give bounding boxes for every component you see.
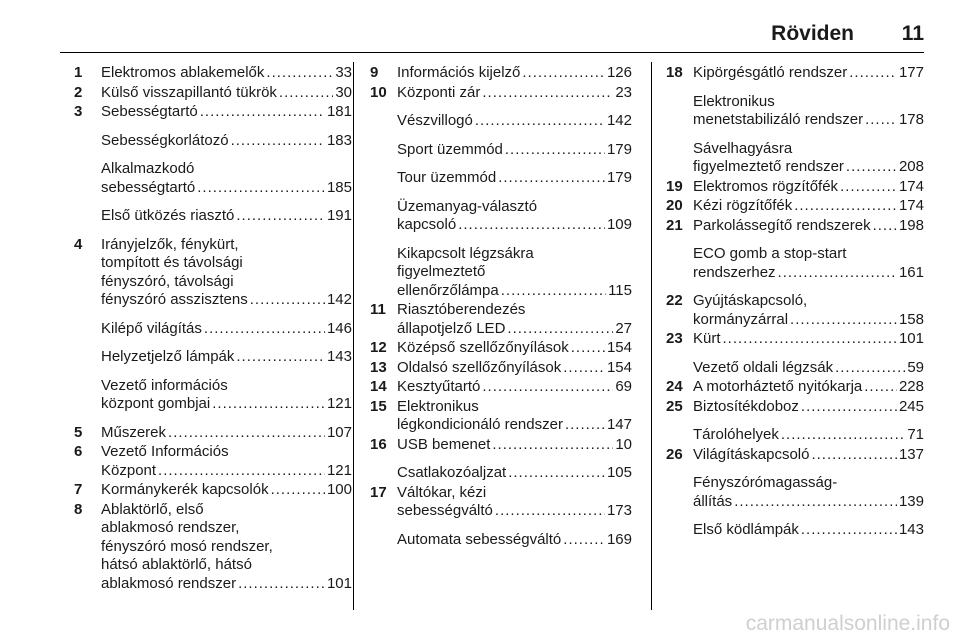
index-entry[interactable] — [666, 140, 924, 177]
column-divider-2 — [651, 62, 652, 610]
index-entry[interactable] — [370, 198, 632, 235]
index-entry[interactable] — [370, 84, 632, 103]
entry-page-number[interactable]: 115 — [608, 281, 632, 299]
entry-page-number[interactable]: 126 — [606, 64, 632, 81]
entry-page-number[interactable]: 191 — [326, 207, 352, 224]
entry-label: Riasztóberendezés — [397, 301, 526, 318]
dot-leader — [873, 217, 897, 236]
entry-page-number[interactable]: 245 — [898, 397, 924, 415]
entry-label: Fényszórómagasság- — [693, 474, 838, 491]
entry-number: 5 — [74, 423, 83, 441]
dot-leader — [501, 282, 606, 301]
entry-page-number[interactable]: 139 — [898, 492, 924, 510]
entry-label: Váltókar, kézi — [397, 483, 487, 501]
index-entry[interactable] — [370, 245, 632, 301]
dot-leader — [498, 169, 605, 188]
dot-leader — [811, 446, 897, 465]
entry-label: Információs kijelző — [397, 64, 521, 81]
entry-label: Üzemanyag-választó — [397, 197, 538, 215]
index-entry[interactable] — [370, 64, 632, 83]
dot-leader — [522, 64, 605, 83]
entry-number: 1 — [74, 64, 83, 81]
entry-label: Első ködlámpák — [693, 521, 799, 538]
entry-page-number[interactable]: 169 — [606, 530, 632, 548]
entry-number: 10 — [370, 83, 387, 101]
index-entry[interactable] — [666, 197, 924, 216]
entry-label: Első ütközés riasztó — [101, 207, 235, 224]
entry-page-number[interactable]: 179 — [606, 140, 632, 158]
entry-label: ablakmosó rendszer, — [101, 519, 240, 536]
dot-leader — [865, 111, 897, 130]
entry-page-number[interactable]: 105 — [606, 464, 632, 481]
entry-page-number[interactable]: 71 — [907, 426, 924, 443]
entry-page-number[interactable]: 142 — [606, 112, 632, 129]
entry-page-number[interactable]: 173 — [606, 502, 632, 519]
index-entry[interactable] — [666, 93, 924, 130]
index-entry[interactable] — [666, 474, 924, 511]
index-entry[interactable] — [74, 377, 352, 414]
entry-label: Gyújtáskapcsoló, — [693, 292, 808, 309]
index-entry[interactable] — [666, 292, 924, 329]
index-entry[interactable] — [666, 245, 924, 282]
index-entry[interactable] — [74, 236, 352, 310]
entry-page-number[interactable]: 137 — [898, 445, 924, 463]
entry-page-number[interactable]: 146 — [326, 319, 352, 337]
entry-label: Központ — [101, 461, 157, 479]
entry-number: 25 — [666, 397, 683, 415]
index-entry[interactable] — [74, 481, 352, 500]
index-entry[interactable] — [74, 320, 352, 339]
index-entry[interactable] — [666, 359, 924, 378]
dot-leader — [801, 521, 897, 540]
index-entry[interactable] — [370, 339, 632, 358]
entry-label: fényszóró mosó rendszer, — [101, 537, 273, 555]
index-entry[interactable] — [74, 64, 352, 83]
index-entry[interactable] — [74, 348, 352, 367]
entry-number: 21 — [666, 216, 683, 234]
dot-leader — [505, 141, 605, 160]
entry-label: Oldalsó szellőzőnyílások — [397, 358, 562, 376]
dot-leader — [507, 320, 613, 339]
dot-leader — [482, 84, 613, 103]
index-entry[interactable] — [370, 464, 632, 483]
dot-leader — [864, 378, 897, 397]
entry-number: 26 — [666, 445, 683, 463]
entry-page-number[interactable]: 121 — [326, 461, 352, 479]
entry-number: 15 — [370, 397, 387, 415]
entry-label: Vezető információs — [101, 376, 228, 394]
dot-leader — [266, 64, 333, 83]
index-entry[interactable] — [666, 398, 924, 417]
dot-leader — [723, 330, 897, 349]
entry-label: Elektromos rögzítőfék — [693, 177, 839, 195]
page-number: 11 — [901, 22, 924, 45]
index-entry[interactable] — [74, 424, 352, 443]
entry-label: Helyzetjelző lámpák — [101, 348, 235, 365]
index-entry[interactable] — [370, 531, 632, 550]
entry-page-number[interactable]: 33 — [335, 64, 352, 81]
dot-leader — [250, 291, 325, 310]
index-column-1 — [74, 64, 352, 603]
index-entry[interactable] — [666, 521, 924, 540]
index-column-2 — [370, 64, 632, 559]
entry-page-number[interactable]: 158 — [898, 310, 924, 328]
dot-leader — [563, 531, 605, 550]
entry-number: 18 — [666, 64, 683, 81]
index-entry[interactable] — [370, 301, 632, 338]
entry-label: Kürt — [693, 330, 721, 347]
index-entry[interactable] — [666, 64, 924, 83]
entry-label: kormányzárral — [693, 310, 789, 328]
index-entry[interactable] — [666, 426, 924, 445]
entry-page-number[interactable]: 30 — [335, 83, 352, 101]
entry-page-number[interactable]: 143 — [898, 521, 924, 538]
dot-leader — [236, 207, 325, 226]
dot-leader — [849, 64, 897, 83]
index-entry[interactable] — [74, 501, 352, 594]
entry-label: Csatlakozóaljzat — [397, 464, 507, 481]
entry-number: 22 — [666, 292, 683, 309]
entry-label: ablakmosó rendszer — [101, 574, 237, 592]
dot-leader — [495, 502, 605, 521]
index-entry[interactable] — [370, 484, 632, 521]
dot-leader — [200, 103, 325, 122]
entry-number: 20 — [666, 197, 683, 214]
dot-leader — [458, 216, 605, 235]
entry-label: hátsó ablaktörlő, hátsó — [101, 556, 252, 573]
dot-leader — [734, 493, 897, 512]
entry-page-number[interactable]: 10 — [615, 435, 632, 453]
entry-label: Ablaktörlő, első — [101, 500, 204, 518]
entry-label: menetstabilizáló rendszer — [693, 111, 864, 128]
entry-label: Vészvillogó — [397, 112, 473, 129]
entry-page-number[interactable]: 142 — [326, 291, 352, 308]
page-header — [60, 22, 924, 48]
entry-label: figyelmeztető rendszer — [693, 158, 844, 175]
entry-page-number[interactable]: 181 — [326, 103, 352, 120]
index-entry[interactable] — [666, 217, 924, 236]
dot-leader — [508, 464, 605, 483]
dot-leader — [565, 416, 605, 435]
dot-leader — [236, 348, 325, 367]
entry-label: Parkolássegítő rendszerek — [693, 216, 871, 234]
entry-number: 12 — [370, 339, 387, 356]
entry-label: Központi zár — [397, 83, 481, 101]
entry-number: 24 — [666, 378, 683, 395]
entry-label: Vezető Információs — [101, 443, 229, 460]
index-column-3 — [666, 64, 924, 550]
entry-label: állapotjelző LED — [397, 319, 506, 337]
entry-label: tompított és távolsági — [101, 254, 243, 271]
dot-leader — [801, 398, 897, 417]
index-entry[interactable] — [370, 398, 632, 435]
dot-leader — [840, 178, 897, 197]
entry-page-number[interactable]: 100 — [326, 481, 352, 498]
dot-leader — [571, 339, 605, 358]
entry-label: Tárolóhelyek — [693, 426, 779, 443]
entry-page-number[interactable]: 177 — [898, 64, 924, 81]
index-entry[interactable] — [666, 378, 924, 397]
index-entry[interactable] — [370, 141, 632, 160]
entry-page-number[interactable]: 185 — [326, 178, 352, 196]
entry-number: 14 — [370, 378, 387, 395]
entry-page-number[interactable]: 183 — [326, 131, 352, 149]
index-entry[interactable] — [370, 359, 632, 378]
entry-label: Biztosítékdoboz — [693, 397, 799, 415]
entry-page-number[interactable]: 109 — [606, 216, 632, 233]
entry-label: sebességtartó — [101, 178, 196, 196]
dot-leader — [781, 426, 905, 445]
entry-label: Elektronikus — [397, 397, 479, 415]
dot-leader — [231, 132, 325, 151]
dot-leader — [204, 320, 325, 339]
entry-label: ECO gomb a stop-start — [693, 245, 847, 262]
entry-label: Elektromos ablakemelők — [101, 64, 265, 81]
entry-page-number[interactable]: 178 — [898, 111, 924, 128]
entry-page-number[interactable]: 121 — [326, 395, 352, 412]
index-entry[interactable] — [74, 84, 352, 103]
entry-label: állítás — [693, 492, 733, 510]
dot-leader — [794, 197, 897, 216]
page-title: Röviden — [771, 22, 854, 45]
entry-number: 19 — [666, 177, 683, 195]
dot-leader — [212, 395, 325, 414]
index-entry[interactable] — [666, 178, 924, 197]
entry-page-number[interactable]: 101 — [898, 330, 924, 347]
entry-page-number[interactable]: 101 — [326, 574, 352, 592]
entry-page-number[interactable]: 154 — [606, 358, 632, 376]
index-entry[interactable] — [74, 132, 352, 151]
dot-leader — [482, 378, 613, 397]
entry-label: légkondicionáló rendszer — [397, 416, 563, 433]
entry-label: A motorháztető nyitókarja — [693, 378, 863, 395]
entry-label: Kilépő világítás — [101, 319, 202, 337]
entry-label: Irányjelzők, fénykürt, — [101, 235, 239, 253]
entry-label: Kikapcsolt légzsákra — [397, 244, 534, 262]
entry-label: sebességváltó — [397, 502, 493, 519]
dot-leader — [846, 158, 897, 177]
entry-label: fényszóró, távolsági — [101, 272, 234, 290]
dot-leader — [835, 359, 905, 378]
entry-label: USB bemenet — [397, 435, 491, 453]
entry-label: Sávelhagyásra — [693, 139, 793, 157]
entry-page-number[interactable]: 179 — [606, 169, 632, 186]
entry-number: 8 — [74, 500, 83, 518]
entry-label: Vezető oldali légzsák — [693, 358, 834, 376]
column-divider-1 — [353, 62, 354, 610]
entry-number: 11 — [370, 301, 386, 318]
dot-leader — [168, 424, 325, 443]
entry-label: Sebességtartó — [101, 103, 198, 120]
entry-label: Külső visszapillantó tükrök — [101, 83, 277, 101]
dot-leader — [158, 462, 325, 481]
entry-label: Alkalmazkodó — [101, 160, 195, 177]
dot-leader — [475, 112, 605, 131]
entry-page-number[interactable]: 208 — [898, 158, 924, 175]
entry-page-number[interactable]: 107 — [326, 423, 352, 441]
entry-label: Elektronikus — [693, 92, 775, 110]
index-entry[interactable] — [74, 103, 352, 122]
entry-label: központ gombjai — [101, 395, 211, 412]
entry-page-number[interactable]: 161 — [898, 263, 924, 281]
dot-leader — [238, 575, 325, 594]
entry-label: Kormánykerék kapcsolók — [101, 481, 269, 498]
entry-number: 3 — [74, 103, 83, 120]
dot-leader — [563, 359, 605, 378]
entry-label: ellenőrzőlámpa — [397, 281, 499, 299]
entry-label: Kézi rögzítőfék — [693, 197, 793, 214]
index-entry[interactable] — [74, 443, 352, 480]
entry-label: Tour üzemmód — [397, 169, 497, 186]
index-entry[interactable] — [74, 160, 352, 197]
dot-leader — [279, 84, 333, 103]
entry-number: 13 — [370, 358, 387, 376]
entry-label: kapcsoló — [397, 216, 457, 233]
entry-label: Sebességkorlátozó — [101, 131, 229, 149]
entry-page-number[interactable]: 143 — [326, 348, 352, 365]
entry-page-number[interactable]: 198 — [898, 216, 924, 234]
entry-label: figyelmeztető — [397, 263, 486, 280]
entry-page-number[interactable]: 27 — [615, 319, 632, 337]
index-entry[interactable] — [370, 112, 632, 131]
entry-number: 7 — [74, 481, 83, 498]
dot-leader — [790, 311, 897, 330]
entry-page-number[interactable]: 228 — [898, 378, 924, 395]
entry-label: Automata sebességváltó — [397, 530, 562, 548]
watermark: carmanualsonline.info — [745, 612, 950, 635]
entry-label: Világításkapcsoló — [693, 445, 810, 463]
entry-label: fényszóró asszisztens — [101, 291, 248, 308]
entry-label: Középső szellőzőnyílások — [397, 339, 569, 356]
entry-number: 4 — [74, 235, 83, 253]
entry-number: 17 — [370, 483, 387, 501]
entry-page-number[interactable]: 174 — [898, 197, 924, 214]
index-entry[interactable] — [74, 207, 352, 226]
entry-page-number[interactable]: 154 — [606, 339, 632, 356]
dot-leader — [778, 264, 897, 283]
dot-leader — [492, 436, 613, 455]
entry-page-number[interactable]: 69 — [615, 378, 632, 395]
entry-label: Sport üzemmód — [397, 140, 503, 158]
dot-leader — [197, 179, 325, 198]
index-entry[interactable] — [370, 169, 632, 188]
entry-page-number[interactable]: 23 — [615, 83, 632, 101]
entry-number: 16 — [370, 435, 387, 453]
entry-page-number[interactable]: 147 — [606, 416, 632, 433]
entry-number: 6 — [74, 443, 83, 460]
entry-label: Kipörgésgátló rendszer — [693, 64, 848, 81]
entry-number: 9 — [370, 64, 379, 81]
entry-page-number[interactable]: 174 — [898, 177, 924, 195]
index-entry[interactable] — [370, 436, 632, 455]
entry-number: 23 — [666, 330, 683, 347]
entry-label: Műszerek — [101, 423, 167, 441]
entry-number: 2 — [74, 83, 83, 101]
header-rule — [60, 52, 924, 53]
index-entry[interactable] — [666, 446, 924, 465]
index-entry[interactable] — [666, 330, 924, 349]
entry-label: Kesztyűtartó — [397, 378, 481, 395]
dot-leader — [271, 481, 325, 500]
entry-label: rendszerhez — [693, 263, 776, 281]
index-entry[interactable] — [370, 378, 632, 397]
entry-page-number[interactable]: 59 — [907, 358, 924, 376]
